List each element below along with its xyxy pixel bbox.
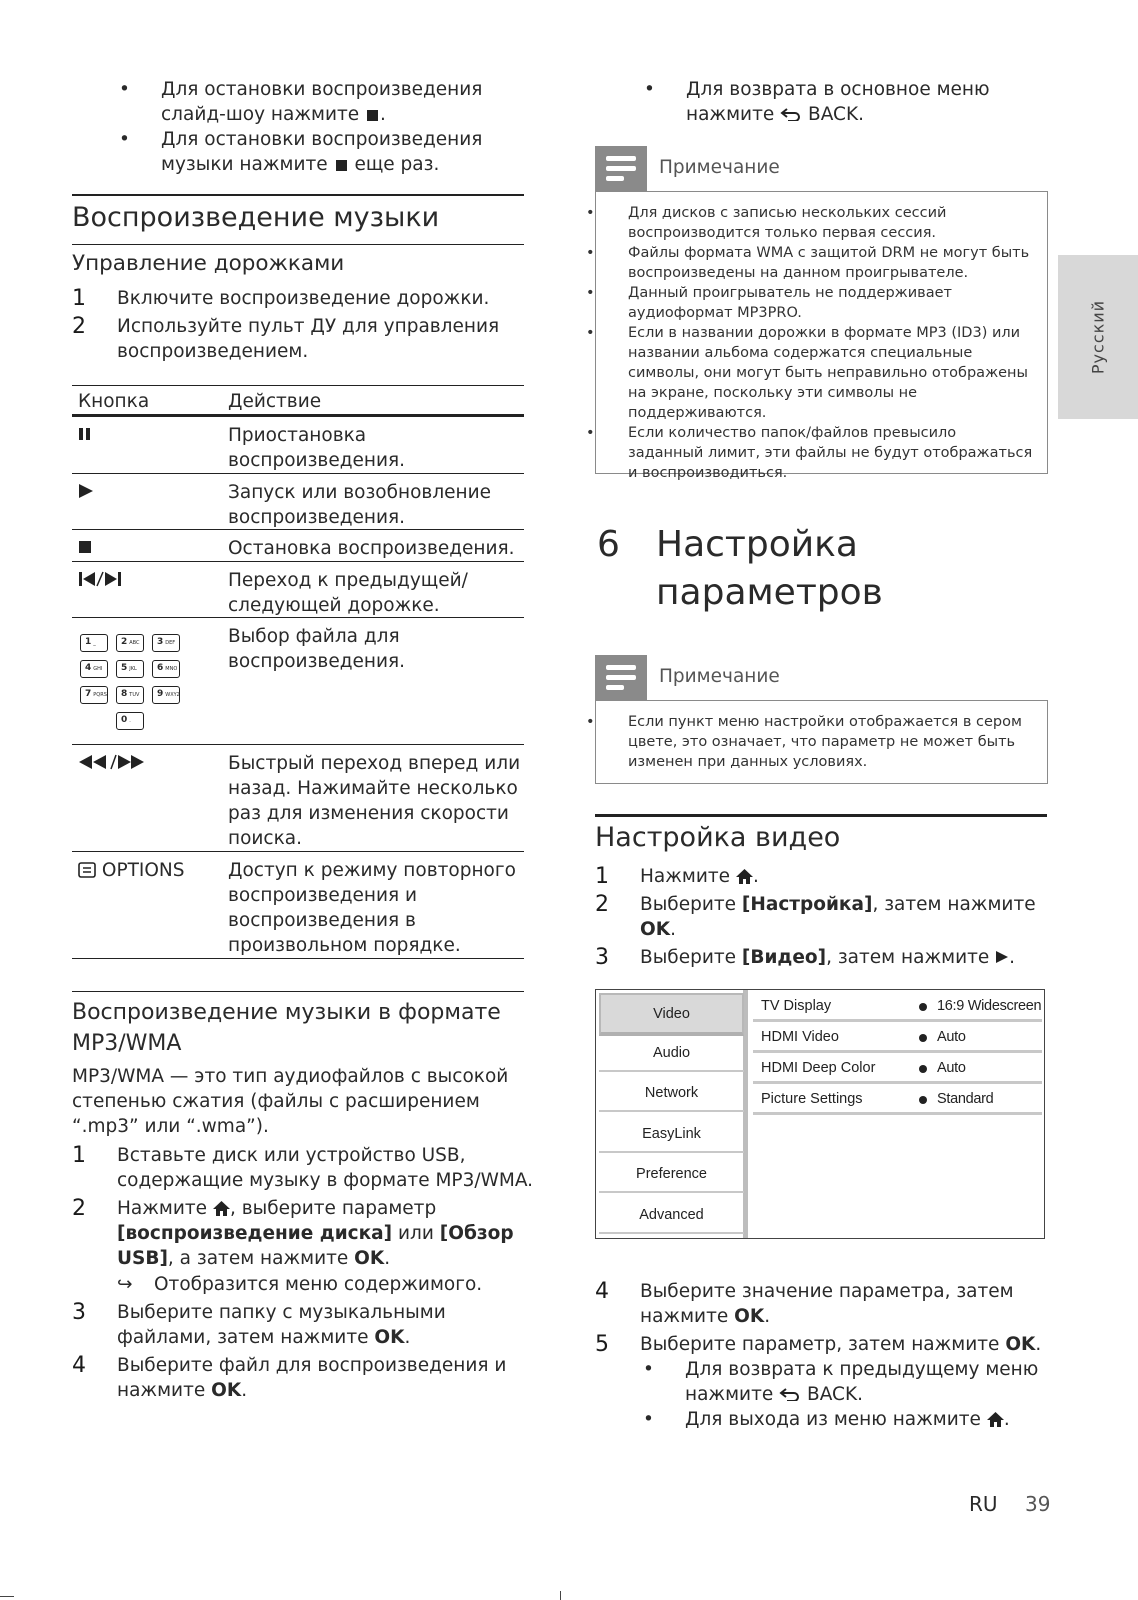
option-label: Picture Settings	[761, 1091, 863, 1107]
note-header: Примечание	[595, 146, 1047, 192]
step-item: 2 Выберите [Настройка], затем нажмите OK.	[595, 892, 1036, 940]
option-value: Standard	[937, 1091, 994, 1107]
play-icon	[78, 483, 94, 503]
note-icon	[595, 146, 647, 192]
menu-left-panel	[596, 990, 748, 1238]
rewind-forward-icon	[78, 754, 146, 774]
options-key: OPTIONS	[78, 858, 185, 883]
keypad-key-8: 8 TUV	[116, 686, 144, 704]
note-item: • Если в названии дорожки в формате MP3 (ID3) или названии альбома содержатся специальные символы, они могут быть неправильно отображены на экране, поскольку эти символы не поддерживаются.	[586, 325, 1028, 421]
step-item: 3 Выберите [Видео], затем нажмите .	[595, 945, 1016, 970]
note-list	[586, 203, 1035, 483]
top-bullets	[119, 77, 531, 177]
bullet-item: • Для остановки воспроизведения слайд-шоу нажмите .	[119, 79, 483, 125]
menu-item-network[interactable]: Network	[599, 1074, 744, 1112]
note-icon	[595, 655, 647, 701]
table-row: Остановка воспроизведения.	[72, 530, 524, 562]
language-tab: Русский	[1058, 255, 1138, 419]
step-item: 3 Выберите папку с музыкальными файлами, затем нажмите OK.	[72, 1300, 446, 1348]
table-row: Запуск или возобновление воспроизведения.	[72, 474, 524, 530]
keypad-key-6: 6 MNO	[152, 660, 180, 678]
step-item: 1 Нажмите .	[595, 864, 759, 889]
stop-icon	[336, 160, 347, 171]
mp3-rule	[72, 991, 524, 992]
option-label: HDMI Deep Color	[761, 1060, 876, 1076]
menu-item-easylink[interactable]: EasyLink	[599, 1115, 744, 1153]
keypad-key-5: 5 JKL	[116, 660, 144, 678]
bullet-item: • Для остановки воспроизведения музыки нажмите еще раз.	[119, 129, 483, 175]
step-item: 1 Включите воспроизведение дорожки.	[72, 286, 490, 311]
note-box	[586, 191, 1048, 481]
after-steps	[595, 1279, 1055, 1432]
note-header: Примечание	[595, 655, 1047, 701]
steps-list	[72, 286, 532, 364]
table-row: Переход к предыдущей/ следующей дорожке.	[72, 562, 524, 618]
table-top-rule	[72, 385, 524, 386]
bullet-item: • Для выхода из меню нажмите .	[643, 1409, 1010, 1430]
video-steps	[595, 864, 1055, 970]
stop-icon	[367, 110, 378, 121]
keypad-key-2: 2 ABC	[116, 634, 144, 652]
menu-option-row[interactable]	[753, 1023, 1042, 1053]
bullet-icon	[919, 1034, 927, 1042]
home-icon	[736, 869, 753, 884]
mp3-intro: MP3/WMA — это тип аудиофайлов с высокой степенью сжатия (файлы с расширением “.mp3” или “.wma”).	[72, 1066, 509, 1137]
subsection-title: Управление дорожками	[72, 251, 345, 276]
note-box	[586, 700, 1048, 784]
numeric-keypad-icon	[80, 634, 190, 734]
note-list	[586, 712, 1035, 772]
video-title: Настройка видео	[595, 822, 841, 853]
note-item: • Для дисков с записью нескольких сессий воспроизводится только первая сессия.	[586, 205, 947, 241]
right-top-bullet	[644, 77, 1056, 127]
keypad-key-4: 4 GHI	[80, 660, 108, 678]
chapter-number: 6	[597, 524, 620, 565]
video-rule	[595, 814, 1047, 817]
bullet-item: • Для возврата к предыдущему меню нажмите BACK.	[643, 1359, 1039, 1405]
table-row: Быстрый переход вперед или назад. Нажимайте несколько раз для изменения скорости поиска.	[72, 745, 524, 852]
keypad-key-9: 9 WXYZ	[152, 686, 180, 704]
option-value: Auto	[937, 1060, 966, 1076]
keypad-key-0: 0 .	[116, 712, 144, 730]
option-label: TV Display	[761, 998, 832, 1014]
step-item: 5 Выберите параметр, затем нажмите OK. • Для возврата к предыдущему меню нажмите BACK. • Для выхода из меню нажмите .	[595, 1332, 1055, 1432]
home-icon	[987, 1412, 1004, 1427]
menu-option-row[interactable]	[753, 1085, 1042, 1115]
note-item: • Файлы формата WMA с защитой DRM не могут быть воспроизведены на данном проигрывателе.	[586, 245, 1030, 281]
footer-lang: RU	[969, 1492, 998, 1516]
keypad-key-7: 7 PQRS	[80, 686, 108, 704]
bullet-icon	[919, 1096, 927, 1104]
step-item: 1 Вставьте диск или устройство USB, содержащие музыку в формате MP3/WMA.	[72, 1143, 534, 1191]
option-label: HDMI Video	[761, 1029, 839, 1045]
page-number: 39	[1025, 1492, 1051, 1516]
bullet-icon	[919, 1003, 927, 1011]
menu-item-preference[interactable]: Preference	[599, 1155, 744, 1193]
back-icon	[779, 1387, 801, 1401]
crop-mark	[0, 1596, 14, 1597]
step-item: 2 Используйте пульт ДУ для управления воспроизведением.	[72, 314, 500, 362]
pause-icon	[78, 426, 92, 445]
setup-menu-screen	[595, 989, 1045, 1239]
chapter-title: Настройка параметров	[656, 524, 883, 613]
note-item: • Если пункт меню настройки отображается в сером цвете, это означает, что параметр не может быть изменен при данных условиях.	[586, 714, 1022, 770]
mp3-title: Воспроизведение музыки в формате MP3/WMA	[72, 1000, 501, 1056]
menu-item-video[interactable]: Video	[599, 993, 744, 1036]
menu-option-row[interactable]	[753, 1054, 1042, 1084]
menu-option-row[interactable]	[753, 992, 1042, 1022]
table-row: OPTIONS Доступ к режиму повторного воспроизведения и воспроизведения в произвольном порядке.	[72, 852, 524, 959]
step-item: 4 Выберите значение параметра, затем нажмите OK.	[595, 1279, 1014, 1327]
option-value: 16:9 Widescreen	[937, 998, 1042, 1014]
back-icon	[780, 107, 802, 121]
crop-mark	[560, 1591, 561, 1600]
result-line: ↪ Отобразится меню содержимого.	[117, 1274, 483, 1295]
bullet-icon	[919, 1065, 927, 1073]
table-header-value: Действие	[228, 391, 322, 412]
keypad-key-3: 3 DEF	[152, 634, 180, 652]
table-row: 1 _ 2 ABC 3 DEF 4 GHI 5 JKL 6 MNO 7 PQRS 8 TUV 9 WXYZ 0 . Выбор файла для воспроизведения.	[72, 618, 524, 745]
mp3-steps	[72, 1143, 534, 1403]
note-item: • Данный проигрыватель не поддерживает аудиоформат MP3PRO.	[586, 285, 952, 321]
section-title: Воспроизведение музыки	[72, 202, 440, 233]
section-rule	[72, 194, 524, 196]
stop-icon	[78, 539, 92, 558]
step-item: 2 Нажмите , выберите параметр [воспроизведение диска] или [Обзор USB], а затем нажмите OK. ↪ Отобразится меню содержимого.	[72, 1196, 534, 1297]
note-item: • Если количество папок/файлов превысило заданный лимит, эти файлы не будут отображаться и воспроизводиться.	[586, 425, 1033, 481]
result-arrow-icon: ↪	[117, 1274, 133, 1295]
options-icon	[78, 862, 96, 878]
subsection-rule	[72, 244, 524, 245]
bullet-item: • Для возврата в основное меню нажмите BACK.	[644, 79, 990, 125]
menu-item-advanced[interactable]: Advanced	[599, 1196, 744, 1234]
home-icon	[213, 1201, 230, 1216]
option-value: Auto	[937, 1029, 966, 1045]
table-header-key: Кнопка	[78, 391, 150, 412]
keypad-key-1: 1 _	[80, 634, 108, 652]
play-icon	[995, 950, 1009, 964]
prev-next-icon	[78, 571, 124, 591]
menu-item-audio[interactable]: Audio	[599, 1034, 744, 1072]
step-item: 4 Выберите файл для воспроизведения и нажмите OK.	[72, 1353, 507, 1401]
table-row: Приостановка воспроизведения.	[72, 417, 524, 474]
